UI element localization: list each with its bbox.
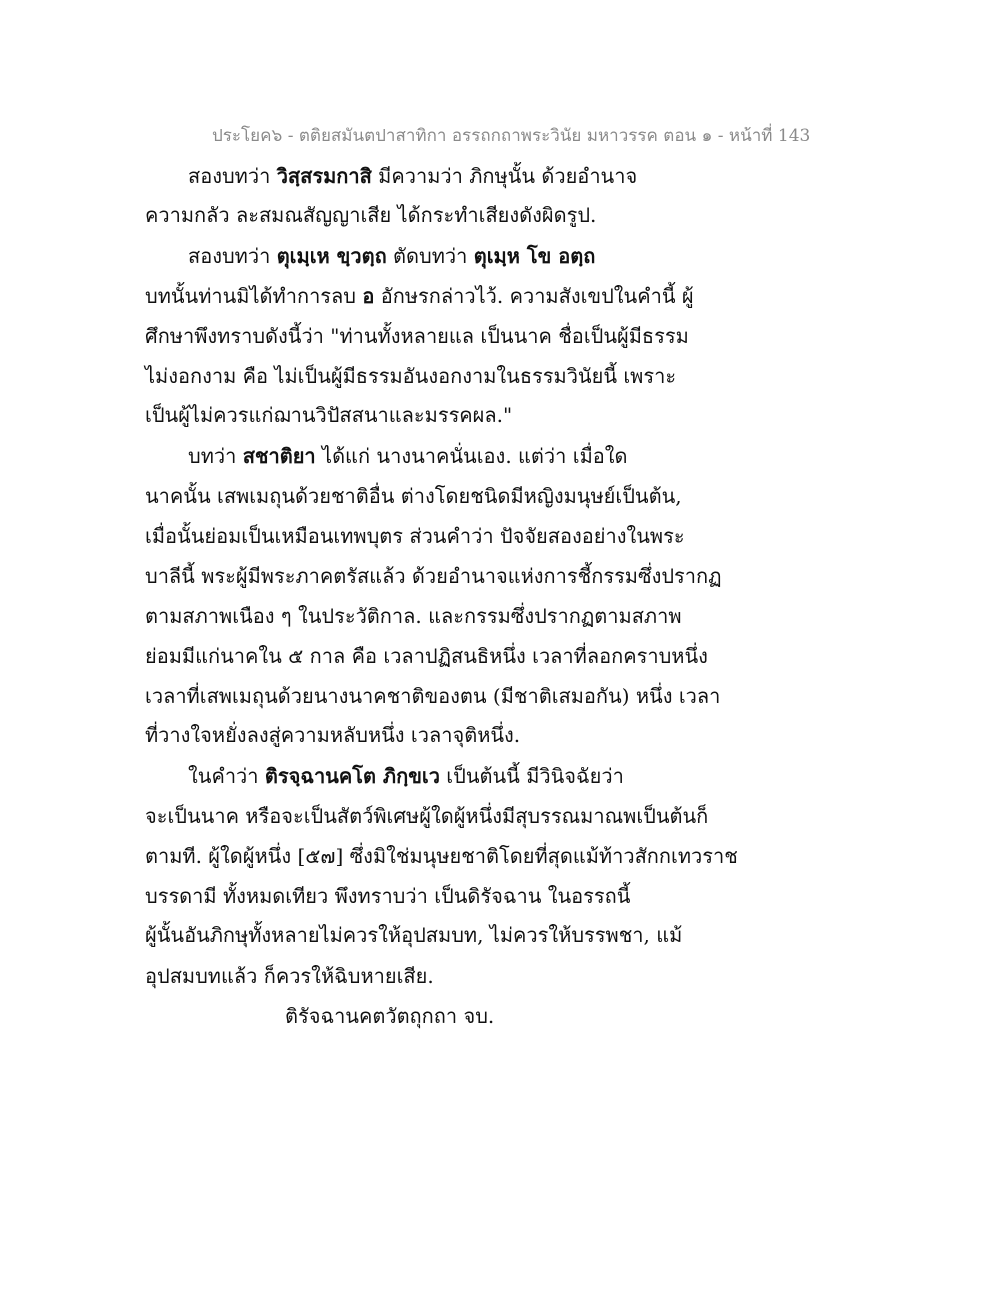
text-line: จะเป็นนาค หรือจะเป็นสัตว์พิเศษผู้ใดผู้หนึ่งมีสุบรรณมาณพเป็นต้นก็ xyxy=(145,804,709,828)
pali-term: วิสฺสรมกาสิ xyxy=(276,164,372,188)
text-line: ผู้นั้นอันภิกษุทั้งหลายไม่ควรให้อุปสมบท, ไม่ควรให้บรรพชา, แม้ xyxy=(145,923,683,947)
text-line: ไม่งอกงาม คือ ไม่เป็นผู้มีธรรมอันงอกงามในธรรมวินัยนี้ เพราะ xyxy=(145,364,677,388)
text-span: สองบทว่า xyxy=(188,244,277,268)
pali-term: ตุเมฺเห ขฺวตฺถ xyxy=(276,244,387,268)
text-line xyxy=(145,283,694,309)
text-span: ในคำว่า xyxy=(188,764,265,788)
text-line xyxy=(188,443,628,469)
text-span: บทว่า xyxy=(188,444,243,468)
text-line: ความกลัว ละสมณสัญญาเสีย ได้กระทำเสียงดังผิดรูป. xyxy=(145,203,597,227)
text-line: ที่วางใจหยั่งลงสู่ความหลับหนึ่ง เวลาจุติหนึ่ง. xyxy=(145,723,521,747)
text-line: ย่อมมีแก่นาคใน ๕ กาล คือ เวลาปฏิสนธิหนึ่ง เวลาที่ลอกคราบหนึ่ง xyxy=(145,644,708,668)
text-line: ศึกษาพึงทราบดังนี้ว่า "ท่านทั้งหลายแล เป็นนาค ชื่อเป็นผู้มีธรรม xyxy=(145,324,689,348)
text-line xyxy=(188,163,637,189)
text-line: ตามสภาพเนือง ๆ ในประวัติกาล. และกรรมซึ่งปรากฏตามสภาพ xyxy=(145,604,682,628)
pali-term: ติรจฺฉานคโต ภิกฺขเว xyxy=(264,764,440,788)
section-end-line: ติรัจฉานคตวัตถุกถา จบ. xyxy=(285,1004,495,1028)
text-line xyxy=(188,763,624,789)
text-span: ได้แก่ นางนาคนั่นเอง. แต่ว่า เมื่อใด xyxy=(315,444,628,468)
pali-term: สชาติยา xyxy=(242,444,316,468)
page-header: ประโยค๖ - ตติยสมันตปาสาทิกา อรรถกถาพระวินัย มหาวรรค ตอน ๑ - หน้าที่ 143 xyxy=(212,126,811,146)
text-span: ตัดบทว่า xyxy=(386,244,474,268)
text-span: บทนั้นท่านมิได้ทำการลบ xyxy=(145,284,363,308)
text-line: เวลาที่เสพเมถุนด้วยนางนาคชาติของตน (มีชาติเสมอกัน) หนึ่ง เวลา xyxy=(145,684,721,708)
text-span: สองบทว่า xyxy=(188,164,277,188)
text-line: นาคนั้น เสพเมถุนด้วยชาติอื่น ต่างโดยชนิดมีหญิงมนุษย์เป็นต้น, xyxy=(145,484,682,508)
text-line: เมื่อนั้นย่อมเป็นเหมือนเทพบุตร ส่วนคำว่า ปัจจัยสองอย่างในพระ xyxy=(145,524,685,548)
pali-term: อ xyxy=(362,284,375,308)
text-line: อุปสมบทแล้ว ก็ควรให้ฉิบหายเสีย. xyxy=(145,964,434,988)
text-line: บรรดามี ทั้งหมดเทียว พึงทราบว่า เป็นดิรัจฉาน ในอรรถนี้ xyxy=(145,884,631,908)
pali-term: ตุเมฺห โข อตฺถ xyxy=(473,244,596,268)
text-span: อักษรกล่าวไว้. ความสังเขปในคำนี้ ผู้ xyxy=(374,284,694,308)
text-line: บาลีนี้ พระผู้มีพระภาคตรัสแล้ว ด้วยอำนาจแห่งการชี้กรรมซึ่งปรากฏ xyxy=(145,564,722,588)
text-span: เป็นต้นนี้ มีวินิจฉัยว่า xyxy=(439,764,624,788)
text-line xyxy=(188,243,595,269)
text-line: เป็นผู้ไม่ควรแก่ฌานวิปัสสนาและมรรคผล." xyxy=(145,403,513,427)
text-line: ตามที. ผู้ใดผู้หนึ่ง [๕๗] ซึ่งมิใช่มนุษยชาติโดยที่สุดแม้ท้าวสักกเทวราช xyxy=(145,844,738,868)
text-span: มีความว่า ภิกษุนั้น ด้วยอำนาจ xyxy=(371,164,638,188)
